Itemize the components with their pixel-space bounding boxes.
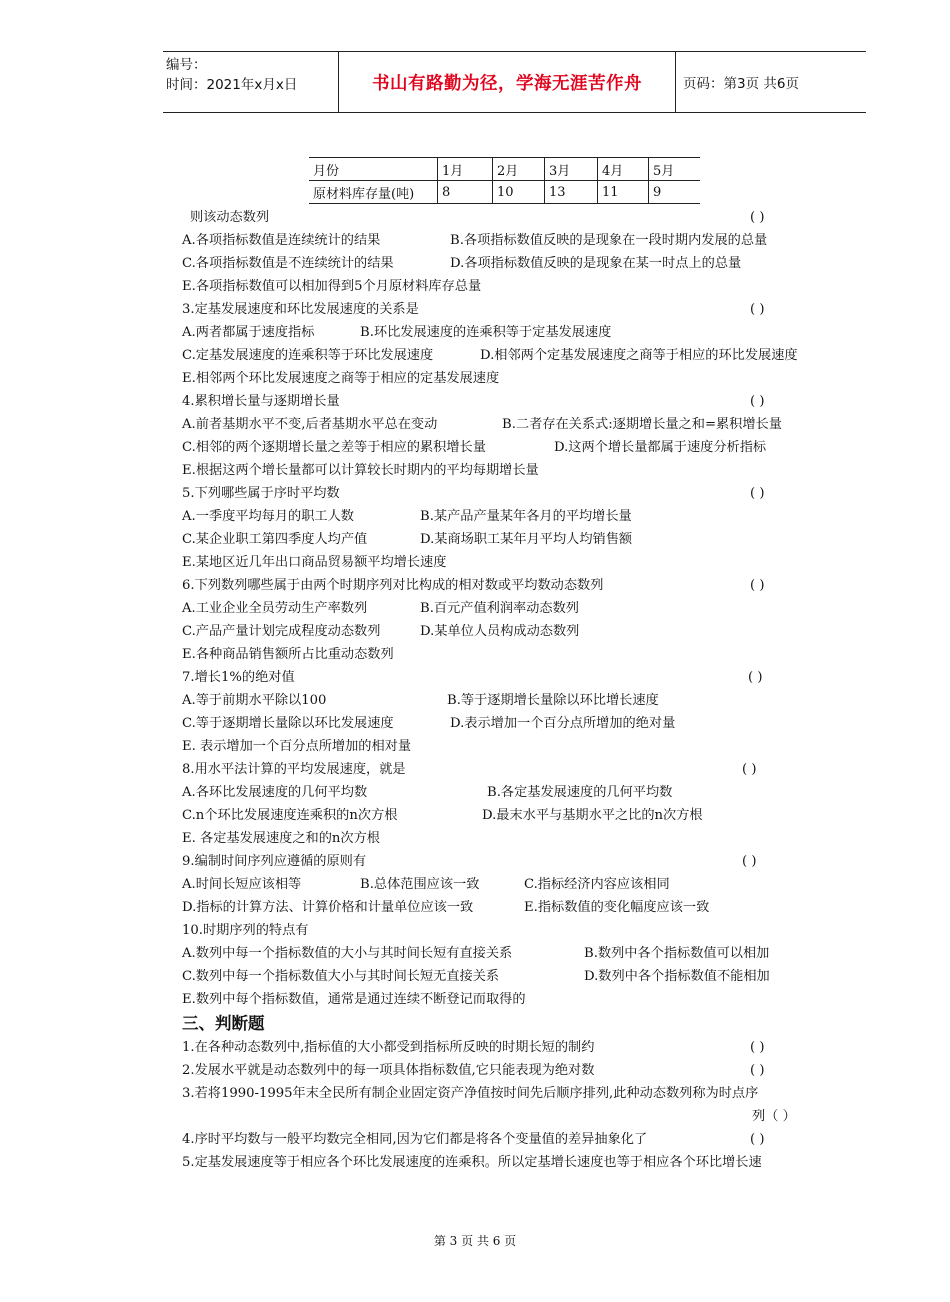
question-line (182, 804, 850, 827)
line-text: 8.用水平法计算的平均发展速度，就是 (182, 762, 406, 777)
option-text: A.数列中每一个指标数值的大小与其时间长短有直接关系 (182, 946, 513, 961)
line-text: E.根据这两个增长量都可以计算较长时期内的平均每期增长量 (182, 463, 539, 478)
line-text: 2.发展水平就是动态数列中的每一项具体指标数值,它只能表现为绝对数 (182, 1063, 595, 1078)
question-line (182, 1082, 850, 1105)
answer-bracket: ( ) (750, 578, 765, 593)
option-text: A.各项指标数值是连续统计的结果 (182, 233, 381, 248)
line-text: 三、判断题 (182, 1014, 265, 1033)
question-line (182, 1128, 850, 1151)
question-line (182, 1059, 850, 1082)
table-cell: 9 (649, 181, 701, 204)
option-text: E.指标数值的变化幅度应该一致 (524, 900, 710, 915)
question-line (182, 321, 850, 344)
question-line (182, 620, 850, 643)
line-text: E.各项指标数值可以相加得到5个月原材料库存总量 (182, 279, 482, 294)
line-text: E.各种商品销售额所占比重动态数列 (182, 647, 394, 662)
line-text: 则该动态数列 (190, 210, 270, 225)
question-line (182, 551, 850, 574)
question-body (182, 206, 850, 1174)
table-cell: 13 (545, 181, 598, 204)
answer-bracket: ( ) (748, 670, 763, 685)
option-text: C.n个环比发展速度连乘积的n次方根 (182, 808, 398, 823)
option-text: A.等于前期水平除以100 (182, 693, 327, 708)
option-text: D.表示增加一个百分点所增加的绝对量 (450, 716, 676, 731)
line-text: 3.定基发展速度和环比发展速度的关系是 (182, 302, 419, 317)
question-line (182, 459, 850, 482)
option-text: B.各定基发展速度的几何平均数 (487, 785, 673, 800)
table-cell: 2月 (493, 158, 545, 181)
table-cell: 5月 (649, 158, 701, 181)
question-line (182, 735, 850, 758)
option-text: A.两者都属于速度指标 (182, 325, 315, 340)
line-text: 4.累积增长量与逐期增长量 (182, 394, 340, 409)
option-text: D.某单位人员构成动态数列 (420, 624, 580, 639)
line-text: 5.下列哪些属于序时平均数 (182, 486, 340, 501)
line-text: 5.定基发展速度等于相应各个环比发展速度的连乘积。所以定基增长速度也等于相应各个环比增长速 (182, 1155, 762, 1170)
table-cell: 8 (438, 181, 493, 204)
option-text: B.某产品产量某年各月的平均增长量 (420, 509, 632, 524)
line-text: 列（ ） (752, 1109, 796, 1124)
option-text: B.环比发展速度的连乘积等于定基发展速度 (360, 325, 612, 340)
table-row (309, 181, 700, 204)
option-text: D.相邻两个定基发展速度之商等于相应的环比发展速度 (480, 348, 798, 363)
inventory-table (309, 157, 700, 204)
option-text: B.百元产值利润率动态数列 (420, 601, 579, 616)
line-text: 4.序时平均数与一般平均数完全相同,因为它们都是将各个变量值的差异抽象化了 (182, 1132, 648, 1147)
option-text: B.总体范围应该一致 (360, 877, 480, 892)
line-text: E. 表示增加一个百分点所增加的相对量 (182, 739, 412, 754)
page-header (163, 51, 866, 113)
line-text: 6.下列数列哪些属于由两个时期序列对比构成的相对数或平均数动态数列 (182, 578, 604, 593)
line-text: E.数列中每个指标数值，通常是通过连续不断登记而取得的 (182, 992, 526, 1007)
header-motto: 书山有路勤为径，学海无涯苦作舟 (338, 52, 676, 112)
question-line (182, 505, 850, 528)
answer-bracket: ( ) (750, 302, 765, 317)
answer-bracket: ( ) (750, 394, 765, 409)
question-line (182, 850, 850, 873)
table-cell: 11 (598, 181, 649, 204)
answer-bracket: ( ) (750, 486, 765, 501)
option-text: C.指标经济内容应该相同 (524, 877, 670, 892)
option-text: A.一季度平均每月的职工人数 (182, 509, 354, 524)
option-text: C.产品产量计划完成程度动态数列 (182, 624, 381, 639)
line-text: 9.编制时间序列应遵循的原则有 (182, 854, 367, 869)
question-line (182, 390, 850, 413)
option-text: A.时间长短应该相等 (182, 877, 302, 892)
section-heading (182, 1011, 850, 1036)
option-text: B.等于逐期增长量除以环比增长速度 (447, 693, 659, 708)
question-line (182, 1105, 850, 1128)
answer-bracket: ( ) (742, 854, 757, 869)
line-text: E.相邻两个环比发展速度之商等于相应的定基发展速度 (182, 371, 500, 386)
line-text: 7.增长1%的绝对值 (182, 670, 295, 685)
table-header-row (309, 158, 700, 181)
question-line (182, 666, 850, 689)
question-line (182, 252, 850, 275)
option-text: B.各项指标数值反映的是现象在一段时期内发展的总量 (450, 233, 768, 248)
question-line (182, 482, 850, 505)
option-text: A.前者基期水平不变,后者基期水平总在变动 (182, 417, 438, 432)
option-text: C.定基发展速度的连乘积等于环比发展速度 (182, 348, 434, 363)
question-line (182, 827, 850, 850)
option-text: C.某企业职工第四季度人均产值 (182, 532, 368, 547)
option-text: C.数列中每一个指标数值大小与其时间长短无直接关系 (182, 969, 500, 984)
option-text: D.某商场职工某年月平均人均销售额 (420, 532, 633, 547)
question-line (182, 988, 850, 1011)
line-text: E.某地区近几年出口商品贸易额平均增长速度 (182, 555, 447, 570)
question-line (182, 574, 850, 597)
option-text: D.各项指标数值反映的是现象在某一时点上的总量 (450, 256, 742, 271)
question-line (182, 965, 850, 988)
option-text: B.二者存在关系式:逐期增长量之和=累积增长量 (502, 417, 782, 432)
question-line (182, 229, 850, 252)
question-line (182, 436, 850, 459)
question-line (182, 758, 850, 781)
answer-bracket: ( ) (750, 1132, 765, 1147)
question-line (182, 367, 850, 390)
question-line (182, 689, 850, 712)
question-line (182, 413, 850, 436)
line-text: E. 各定基发展速度之和的n次方根 (182, 831, 380, 846)
code-label: 编号： (166, 57, 207, 73)
option-text: D.最末水平与基期水平之比的n次方根 (482, 808, 703, 823)
question-line (182, 597, 850, 620)
header-info (166, 55, 297, 95)
question-line (182, 1151, 850, 1174)
question-line (182, 298, 850, 321)
line-text: 1.在各种动态数列中,指标值的大小都受到指标所反映的时期长短的制约 (182, 1040, 595, 1055)
question-line (182, 643, 850, 666)
option-text: D.这两个增长量都属于速度分析指标 (554, 440, 767, 455)
line-text: 3.若将1990-1995年末全民所有制企业固定资产净值按时间先后顺序排列,此种动态数列称为时点序 (182, 1086, 759, 1101)
question-line (182, 528, 850, 551)
answer-bracket: ( ) (750, 1040, 765, 1055)
option-text: A.工业企业全员劳动生产率数列 (182, 601, 368, 616)
answer-bracket: ( ) (750, 1063, 765, 1078)
table-cell: 1月 (438, 158, 493, 181)
question-line (182, 896, 850, 919)
answer-bracket: ( ) (750, 210, 765, 225)
table-cell: 原材料库存量(吨) (309, 181, 438, 204)
question-line (182, 206, 850, 229)
question-line (182, 781, 850, 804)
table-cell: 月份 (309, 158, 438, 181)
option-text: D.数列中各个指标数值不能相加 (584, 969, 770, 984)
option-text: C.各项指标数值是不连续统计的结果 (182, 256, 394, 271)
option-text: A.各环比发展速度的几何平均数 (182, 785, 368, 800)
page-footer: 第 3 页 共 6 页 (433, 1234, 517, 1248)
option-text: D.指标的计算方法、计算价格和计量单位应该一致 (182, 900, 474, 915)
table-cell: 10 (493, 181, 545, 204)
option-text: C.相邻的两个逐期增长量之差等于相应的累积增长量 (182, 440, 486, 455)
question-line (182, 1036, 850, 1059)
date-label: 时间：2021年x月x日 (166, 77, 298, 93)
question-line (182, 919, 850, 942)
line-text: 10.时期序列的特点有 (182, 923, 309, 938)
header-page-number: 页码：第3页 共6页 (683, 76, 799, 92)
question-line (182, 942, 850, 965)
question-line (182, 344, 850, 367)
question-line (182, 873, 850, 896)
option-text: C.等于逐期增长量除以环比发展速度 (182, 716, 394, 731)
table-cell: 3月 (545, 158, 598, 181)
question-line (182, 275, 850, 298)
question-line (182, 712, 850, 735)
option-text: B.数列中各个指标数值可以相加 (584, 946, 770, 961)
answer-bracket: ( ) (742, 762, 757, 777)
table-cell: 4月 (598, 158, 649, 181)
